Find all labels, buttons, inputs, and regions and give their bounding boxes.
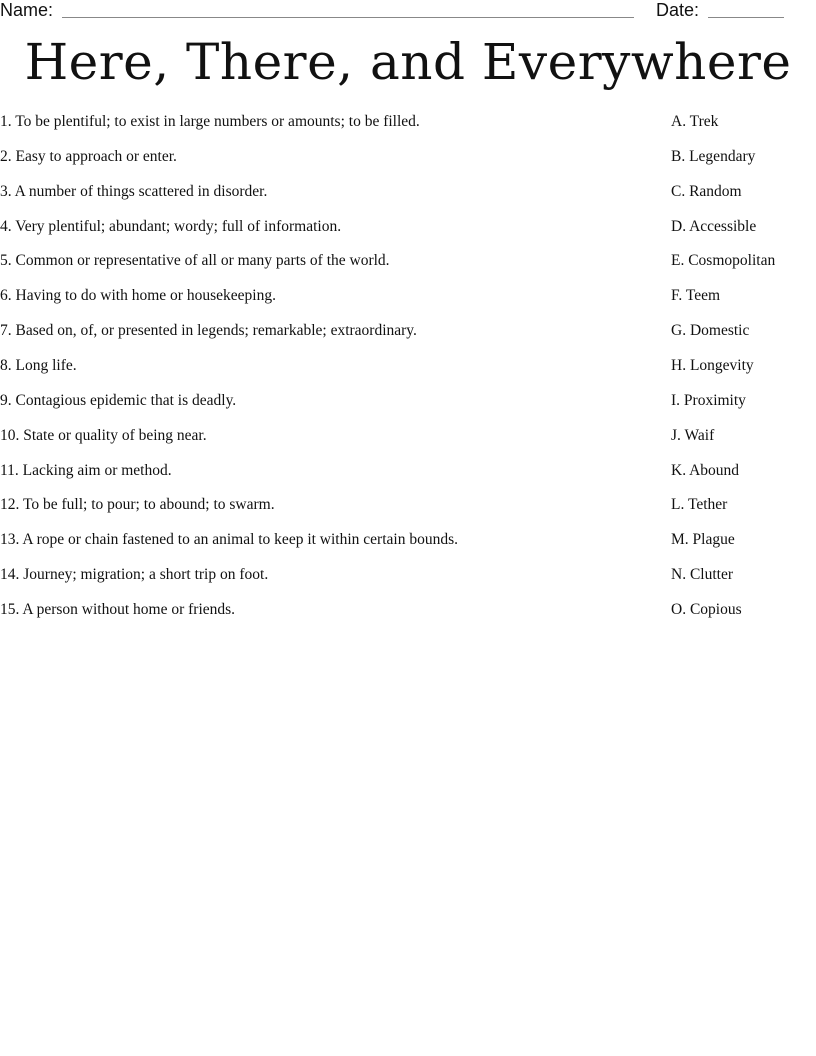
answer-word-item: L. Tether: [671, 496, 728, 514]
definition-item: 12. To be full; to pour; to abound; to swarm.: [0, 496, 275, 514]
definition-item: 6. Having to do with home or housekeeping.: [0, 287, 276, 305]
definition-item: 8. Long life.: [0, 357, 77, 375]
definition-item: 1. To be plentiful; to exist in large numbers or amounts; to be filled.: [0, 113, 420, 130]
definition-item: 3. A number of things scattered in disorder.: [0, 182, 268, 200]
answer-word-item: O. Copious: [671, 601, 742, 619]
answer-word-item: A. Trek: [671, 113, 719, 130]
name-label: Name:: [0, 0, 54, 20]
definition-item: 13. A rope or chain fastened to an animal to keep it within certain bounds.: [0, 531, 458, 549]
answer-word-item: E. Cosmopolitan: [671, 252, 776, 270]
answer-word-item: D. Accessible: [671, 217, 757, 235]
definition-item: 5. Common or representative of all or many parts of the world.: [0, 252, 390, 270]
definition-item: 7. Based on, of, or presented in legends; remarkable; extraordinary.: [0, 322, 417, 340]
date-blank-line[interactable]: [708, 17, 784, 18]
answer-word-item: H. Longevity: [671, 357, 754, 375]
definition-item: 10. State or quality of being near.: [0, 426, 207, 444]
answer-word-item: M. Plague: [671, 531, 735, 549]
definition-item: 15. A person without home or friends.: [0, 601, 236, 619]
answer-word-item: N. Clutter: [671, 566, 733, 584]
answer-word-list: [671, 112, 816, 635]
definition-item: 14. Journey; migration; a short trip on foot.: [0, 566, 269, 584]
definition-item: 11. Lacking aim or method.: [0, 461, 172, 479]
worksheet-header: [0, 0, 816, 22]
answer-word-item: I. Proximity: [671, 391, 746, 409]
definition-item: 4. Very plentiful; abundant; wordy; full of information.: [0, 217, 342, 235]
definition-item: 2. Easy to approach or enter.: [0, 147, 177, 165]
date-label: Date:: [656, 0, 700, 20]
answer-word-item: J. Waif: [671, 426, 715, 444]
answer-word-item: C. Random: [671, 182, 742, 200]
answer-word-item: K. Abound: [671, 461, 740, 479]
answer-word-item: F. Teem: [671, 287, 721, 305]
definition-item: 9. Contagious epidemic that is deadly.: [0, 391, 237, 409]
answer-word-item: G. Domestic: [671, 322, 750, 340]
answer-word-item: B. Legendary: [671, 147, 756, 165]
worksheet-title: Here, There, and Everywhere: [24, 33, 792, 91]
name-blank-line[interactable]: [62, 17, 634, 18]
definition-list: [0, 112, 650, 635]
